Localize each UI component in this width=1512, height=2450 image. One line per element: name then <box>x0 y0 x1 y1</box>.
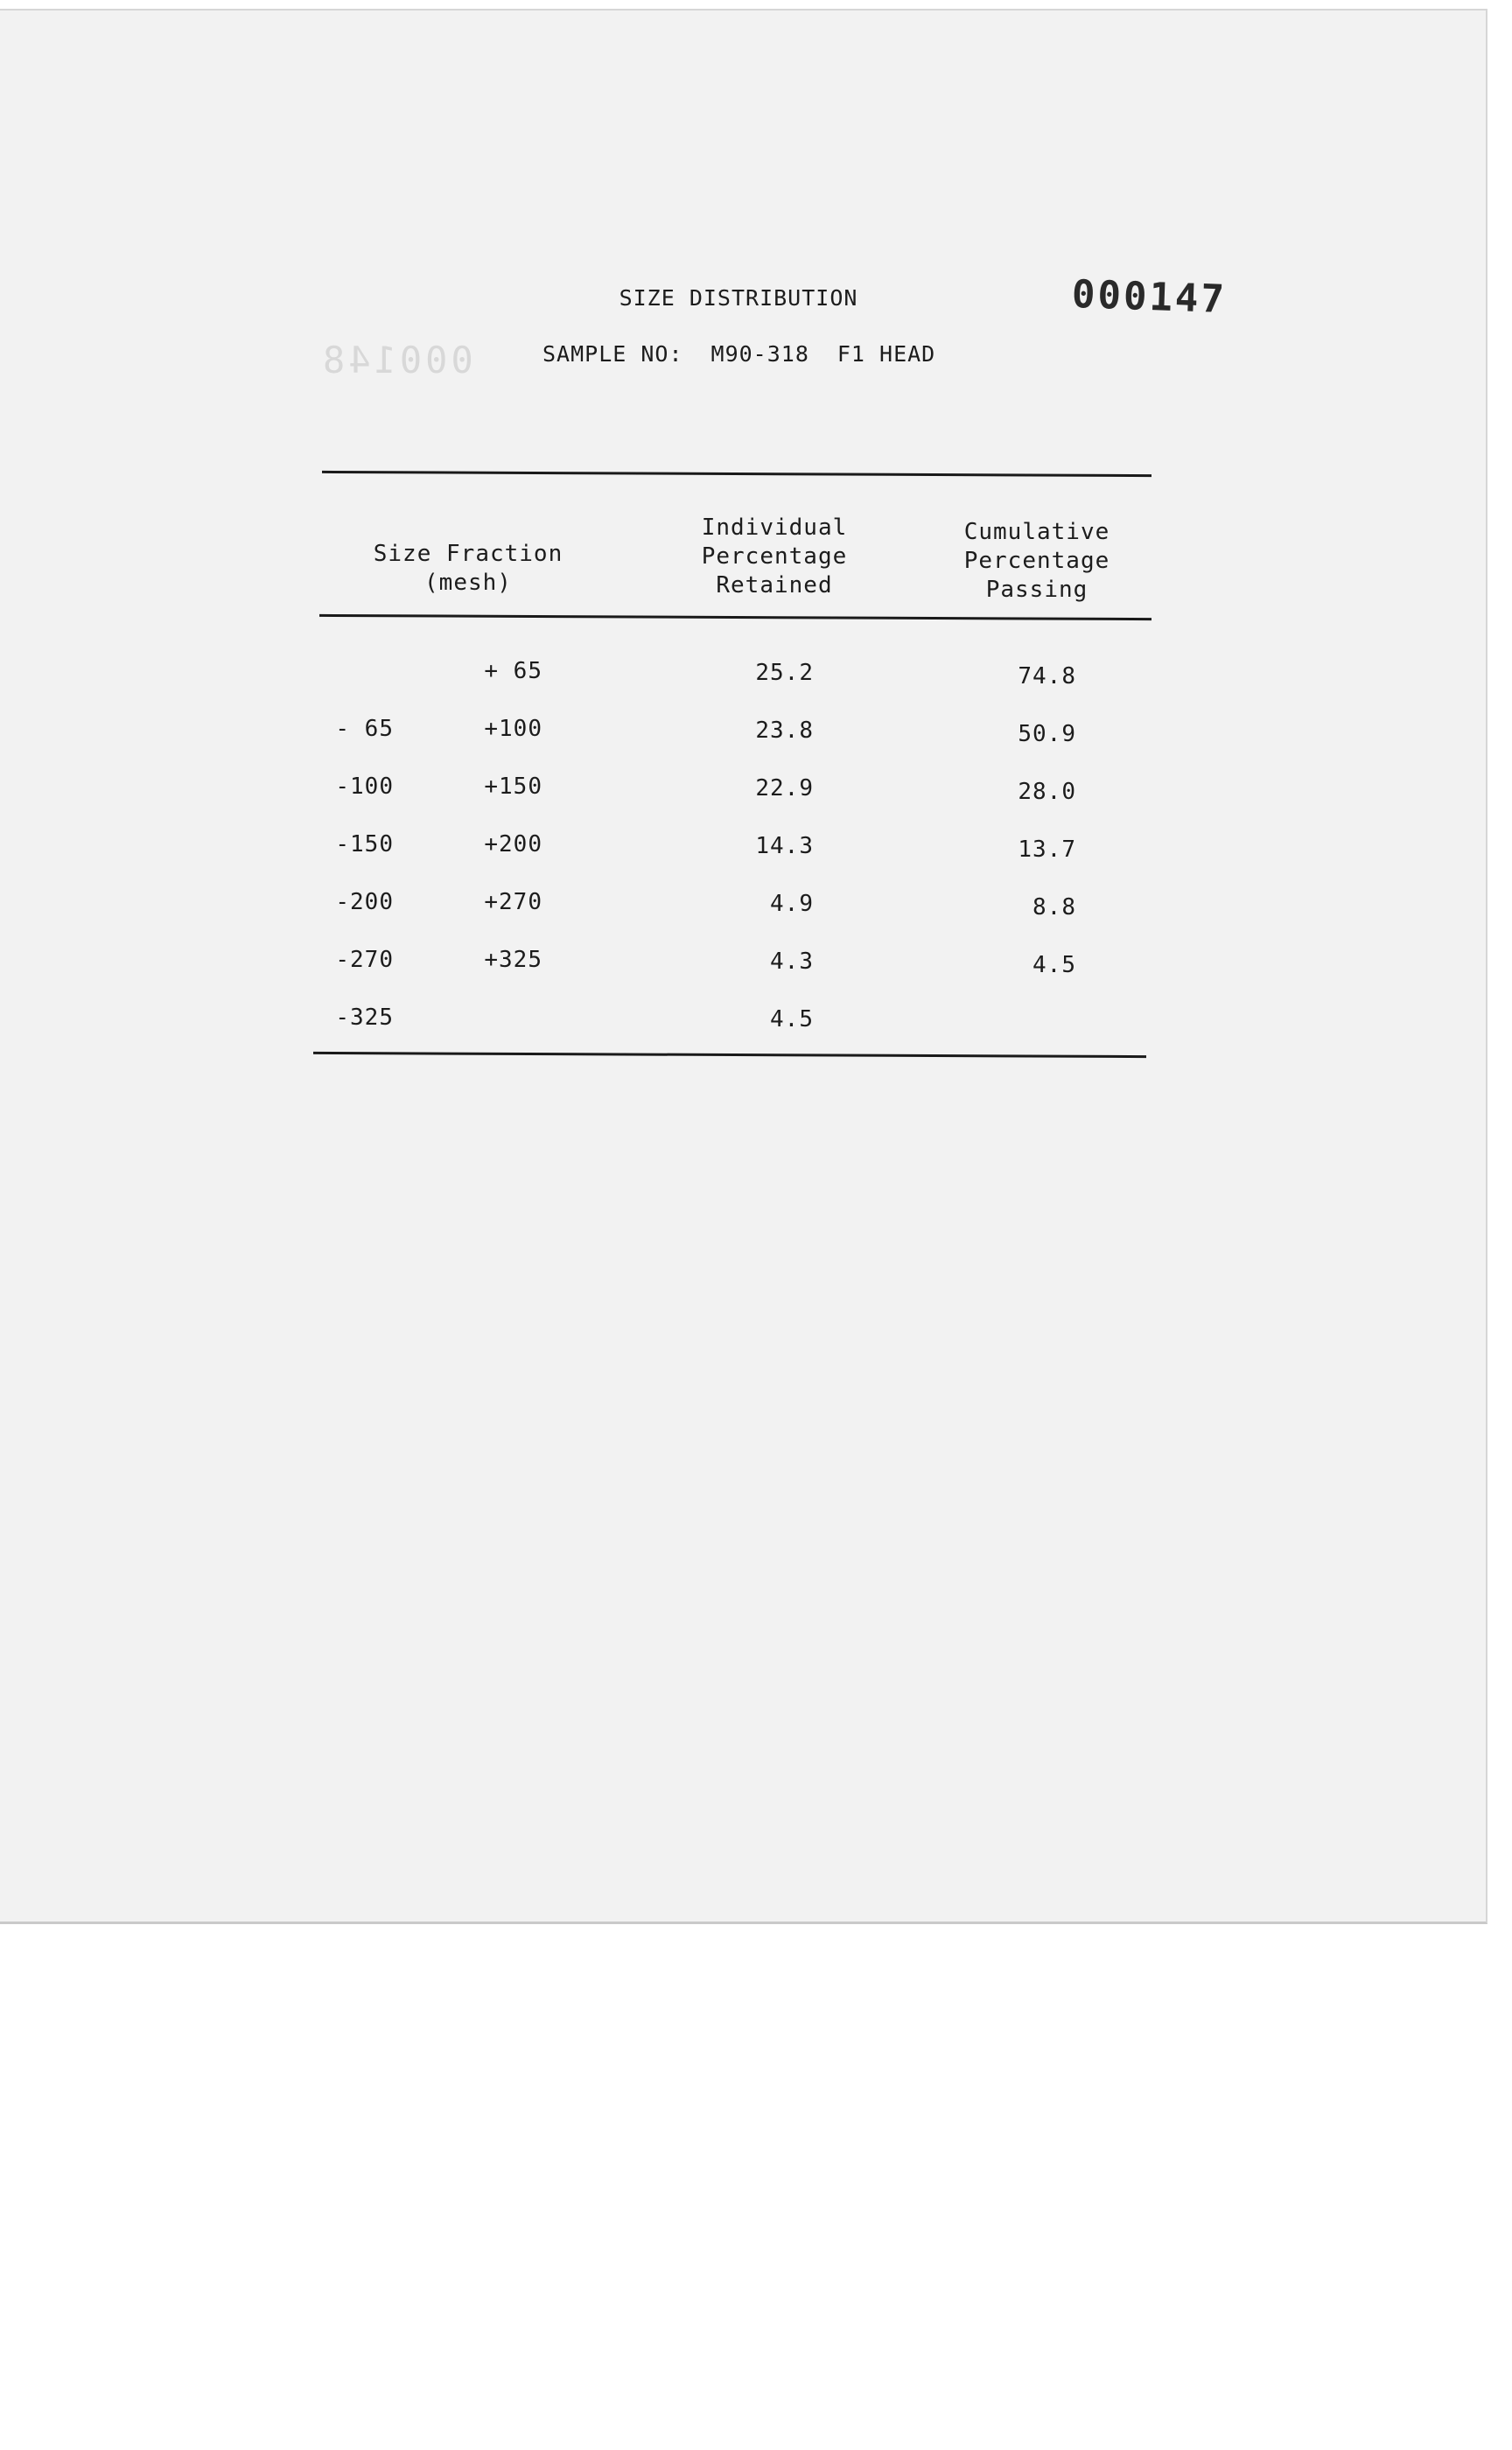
cell-cumulative: 28.0 <box>1018 779 1076 805</box>
cell-individual: 22.9 <box>755 775 814 802</box>
cell-cumulative: 8.8 <box>1032 894 1076 920</box>
cell-from: -270 <box>335 947 394 973</box>
cell-cumulative: 50.9 <box>1018 721 1076 747</box>
sample-line <box>542 341 963 367</box>
cell-from: -325 <box>335 1004 394 1031</box>
cell-from: - 65 <box>335 716 394 742</box>
header-line: (mesh) <box>424 570 512 596</box>
cell-to: +270 <box>484 889 542 915</box>
cell-individual: 23.8 <box>755 718 814 744</box>
cell-to: +100 <box>484 716 542 742</box>
table-top-rule <box>322 471 1152 477</box>
cell-from: -150 <box>335 831 394 858</box>
header-line: Size Fraction <box>373 541 564 567</box>
header-individual <box>669 514 879 600</box>
cell-to: + 65 <box>484 658 542 684</box>
document-title: SIZE DISTRIBUTION <box>619 285 858 311</box>
header-line: Retained <box>716 572 833 598</box>
table-bottom-rule <box>313 1052 1146 1058</box>
header-size-fraction <box>332 540 604 598</box>
sample-number: M90-318 <box>710 341 809 367</box>
bleed-through-stamp: 000148 <box>319 339 473 382</box>
header-line: Cumulative <box>963 519 1110 545</box>
cell-cumulative: 13.7 <box>1018 836 1076 863</box>
cell-individual: 25.2 <box>755 660 814 686</box>
header-line: Individual <box>701 514 848 541</box>
cell-to: +325 <box>484 947 542 973</box>
header-line: Percentage <box>963 548 1110 574</box>
cell-from: -200 <box>335 889 394 915</box>
cell-to: +150 <box>484 774 542 800</box>
cell-from: -100 <box>335 774 394 800</box>
scanned-page <box>0 9 1488 1924</box>
cell-individual: 4.9 <box>770 891 814 917</box>
sample-label: SAMPLE NO: <box>542 341 683 367</box>
header-cumulative <box>932 518 1142 605</box>
cell-to: +200 <box>484 831 542 858</box>
cell-individual: 4.3 <box>770 948 814 975</box>
sample-description: F1 HEAD <box>836 341 936 367</box>
header-line: Percentage <box>701 543 848 570</box>
cell-individual: 4.5 <box>770 1006 814 1032</box>
cell-cumulative: 74.8 <box>1018 663 1076 690</box>
cell-individual: 14.3 <box>755 833 814 859</box>
page-number-stamp: 000147 <box>1071 271 1228 323</box>
cell-cumulative: 4.5 <box>1032 952 1076 978</box>
header-line: Passing <box>985 577 1088 603</box>
table-header-rule <box>319 614 1152 620</box>
